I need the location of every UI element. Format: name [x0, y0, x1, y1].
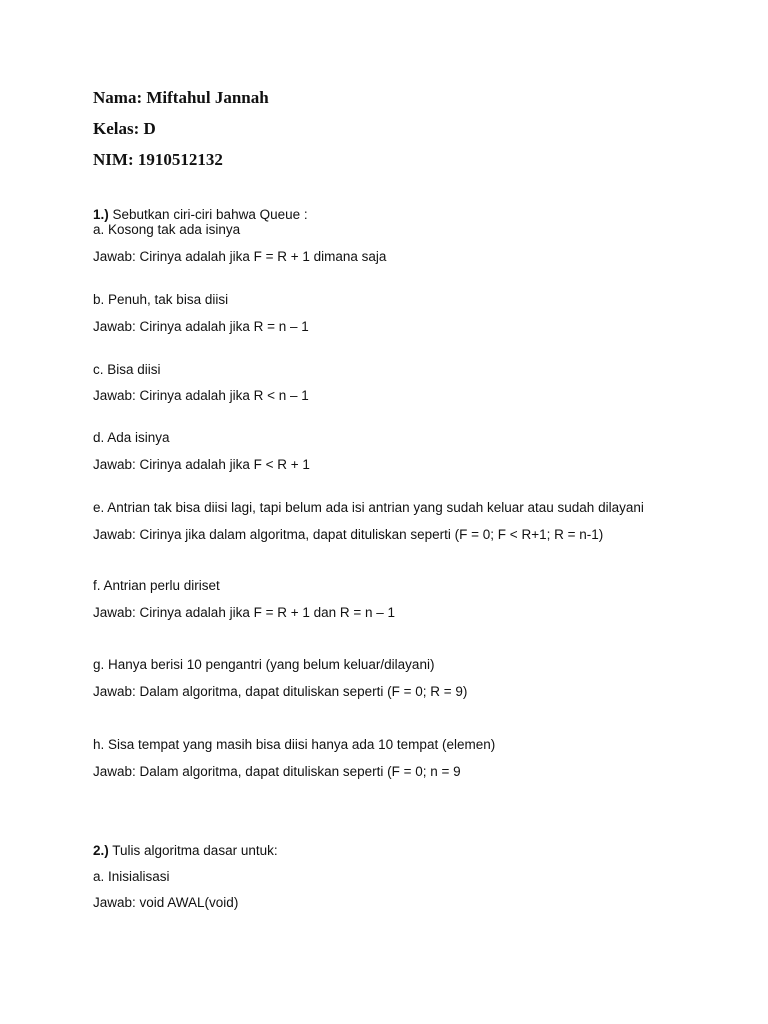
question-1d-answer: Jawab: Cirinya adalah jika F < R + 1	[93, 457, 310, 472]
question-1e-label: e. Antrian tak bisa diisi lagi, tapi belum ada isi antrian yang sudah keluar atau sudah dilayani	[93, 500, 644, 515]
question-1c-answer: Jawab: Cirinya adalah jika R < n – 1	[93, 388, 309, 403]
question-1d-label: d. Ada isinya	[93, 430, 170, 445]
question-1e-answer: Jawab: Cirinya jika dalam algoritma, dapat dituliskan seperti (F = 0; F < R+1; R = n-1)	[93, 527, 604, 542]
question-1a-answer: Jawab: Cirinya adalah jika F = R + 1 dimana saja	[93, 249, 387, 264]
question-1a-label: a. Kosong tak ada isinya	[93, 222, 241, 237]
question-1f-answer: Jawab: Cirinya adalah jika F = R + 1 dan R = n – 1	[93, 605, 396, 620]
question-1-heading	[93, 207, 308, 223]
question-1-prompt: Sebutkan ciri-ciri bahwa Queue :	[108, 207, 308, 222]
question-2-prompt: Tulis algoritma dasar untuk:	[108, 843, 278, 858]
question-2a-label: a. Inisialisasi	[93, 869, 170, 884]
student-name: Nama: Miftahul Jannah	[93, 88, 269, 107]
question-2-number: 2.)	[93, 843, 109, 858]
question-2-heading	[93, 843, 278, 859]
student-nim: NIM: 1910512132	[93, 150, 223, 169]
question-1b-answer: Jawab: Cirinya adalah jika R = n – 1	[93, 319, 309, 334]
question-1-number: 1.)	[93, 207, 109, 222]
question-1c-label: c. Bisa diisi	[93, 362, 161, 377]
question-1g-answer: Jawab: Dalam algoritma, dapat dituliskan seperti (F = 0; R = 9)	[93, 684, 468, 699]
question-1b-label: b. Penuh, tak bisa diisi	[93, 292, 229, 307]
question-1h-label: h. Sisa tempat yang masih bisa diisi hanya ada 10 tempat (elemen)	[93, 737, 496, 752]
student-class: Kelas: D	[93, 119, 156, 138]
question-1f-label: f. Antrian perlu diriset	[93, 578, 220, 593]
question-1g-label: g. Hanya berisi 10 pengantri (yang belum keluar/dilayani)	[93, 657, 435, 672]
question-2a-answer: Jawab: void AWAL(void)	[93, 895, 239, 910]
question-1h-answer: Jawab: Dalam algoritma, dapat dituliskan seperti (F = 0; n = 9	[93, 764, 461, 779]
